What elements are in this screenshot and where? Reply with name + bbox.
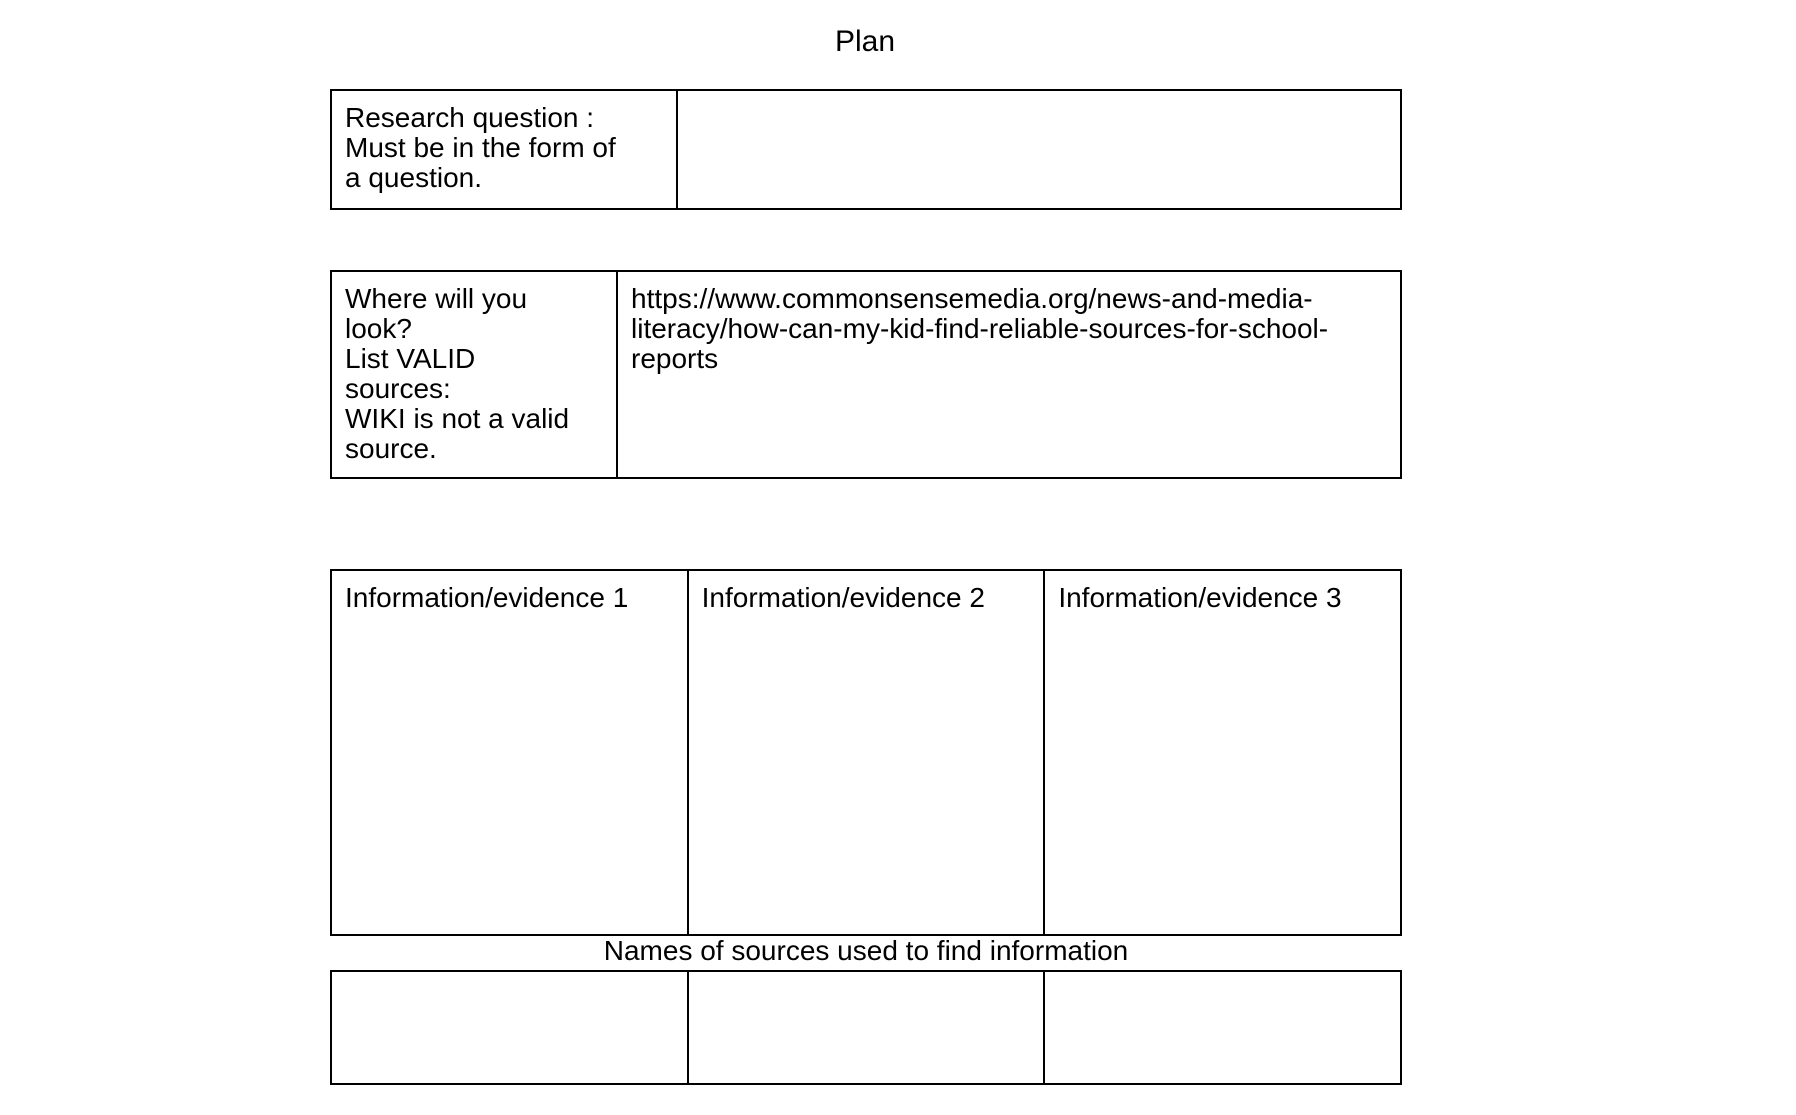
sources-label-line: look?: [345, 313, 412, 344]
sources-answer-line: literacy/how-can-my-kid-find-reliable-sources-for-school-: [631, 313, 1329, 344]
evidence-cell-1[interactable]: [331, 570, 688, 935]
research-question-label-line: Must be in the form of: [345, 132, 616, 163]
sources-label-line: WIKI is not a valid: [345, 403, 570, 434]
research-question-table: [330, 89, 1402, 210]
evidence-header-1: Information/evidence 1: [345, 582, 629, 613]
evidence-header-2: Information/evidence 2: [701, 582, 985, 613]
sources-answer-line: reports: [631, 343, 719, 374]
research-question-label-line: Research question :: [345, 102, 595, 133]
evidence-table: [330, 569, 1402, 936]
sources-label-line: source.: [345, 433, 437, 464]
sources-label: [331, 271, 617, 478]
evidence-cell-2[interactable]: [688, 570, 1045, 935]
source-name-cell-2[interactable]: [688, 971, 1045, 1084]
research-question-label-line: a question.: [345, 162, 482, 193]
sources-table: [330, 270, 1402, 479]
page-title: Plan: [834, 25, 896, 58]
sources-answer-cell[interactable]: [617, 271, 1401, 478]
evidence-header-3: Information/evidence 3: [1058, 582, 1342, 613]
evidence-cell-3[interactable]: [1044, 570, 1401, 935]
source-names-table: [330, 970, 1402, 1085]
sources-label-line: List VALID: [345, 343, 476, 374]
source-name-cell-3[interactable]: [1044, 971, 1401, 1084]
research-question-label: [331, 90, 677, 209]
sources-answer-line: https://www.commonsensemedia.org/news-and-media-: [631, 283, 1313, 314]
sources-label-line: sources:: [345, 373, 451, 404]
research-question-answer-cell[interactable]: [677, 90, 1401, 209]
sources-label-line: Where will you: [345, 283, 528, 314]
source-names-caption: Names of sources used to find information: [603, 935, 1129, 966]
source-name-cell-1[interactable]: [331, 971, 688, 1084]
